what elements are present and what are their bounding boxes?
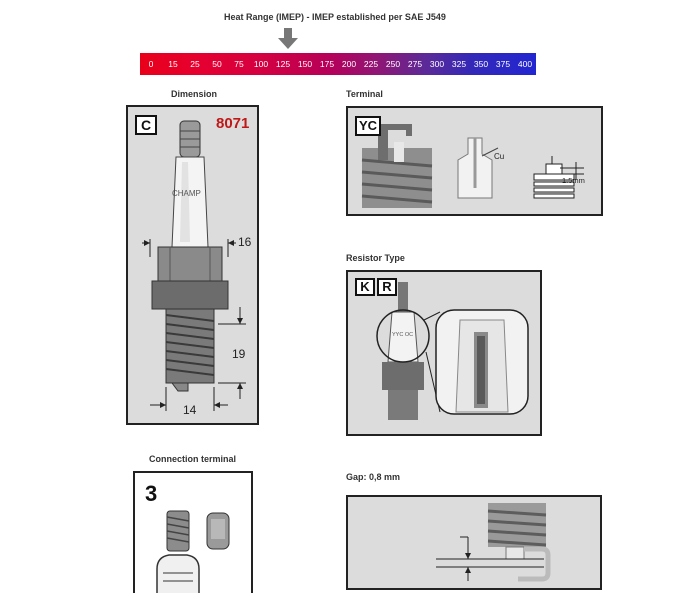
plug-brand-text: CHAMP xyxy=(172,189,201,198)
heat-range-tick: 225 xyxy=(363,59,379,69)
heat-range-tick: 100 xyxy=(253,59,269,69)
connection-type-number: 3 xyxy=(145,481,158,506)
copper-core-label: Cu xyxy=(494,152,505,161)
heat-range-tick: 350 xyxy=(473,59,489,69)
resistor-heading: Resistor Type xyxy=(346,253,405,263)
heat-range-tick: 175 xyxy=(319,59,335,69)
resistor-badge-k: K xyxy=(355,278,375,296)
heat-range-tick: 25 xyxy=(190,59,200,69)
connection-panel xyxy=(133,471,253,593)
heat-range-tick: 75 xyxy=(234,59,244,69)
heat-range-tick: 250 xyxy=(385,59,401,69)
heat-range-title: Heat Range (IMEP) - IMEP established per SAE J549 xyxy=(224,12,446,22)
heat-range-tick: 325 xyxy=(451,59,467,69)
heat-range-marker-arrow-icon xyxy=(278,28,298,50)
insulator-text: YYC OC xyxy=(392,332,414,338)
connection-heading: Connection terminal xyxy=(149,454,237,464)
heat-range-tick: 200 xyxy=(341,59,357,69)
heat-range-tick: 50 xyxy=(212,59,222,69)
resistor-panel xyxy=(346,270,542,436)
resistor-badge-r: R xyxy=(377,278,397,296)
gap-heading: Gap: 0,8 mm xyxy=(346,472,401,482)
dimension-badge: C xyxy=(135,115,157,135)
terminal-panel xyxy=(346,106,603,216)
heat-range-tick: 0 xyxy=(148,59,154,69)
dimension-panel xyxy=(126,105,259,425)
spark-plug-dimension-drawing xyxy=(128,107,257,423)
dimension-heading: Dimension xyxy=(171,89,218,99)
gap-measurement-drawing xyxy=(348,497,600,588)
gap-panel xyxy=(346,495,602,590)
terminal-heading: Terminal xyxy=(346,89,383,99)
terminal-badge: YC xyxy=(355,116,381,136)
thread-diameter-value: 14 xyxy=(183,403,197,417)
thread-reach-value: 19 xyxy=(232,347,246,361)
electrode-gap-label: 1.5mm xyxy=(562,176,585,185)
heat-range-tick: 125 xyxy=(275,59,291,69)
heat-range-scale xyxy=(140,53,536,75)
resistor-cutaway-drawing xyxy=(348,272,540,434)
heat-range-tick: 300 xyxy=(429,59,445,69)
heat-range-tick: 15 xyxy=(168,59,178,69)
part-number: 8071 xyxy=(216,115,250,132)
heat-range-tick: 375 xyxy=(495,59,511,69)
heat-range-tick: 275 xyxy=(407,59,423,69)
terminal-electrode-drawing xyxy=(348,108,601,214)
heat-range-tick: 400 xyxy=(517,59,533,69)
heat-range-tick: 150 xyxy=(297,59,313,69)
hex-size-value: 16 xyxy=(238,235,252,249)
